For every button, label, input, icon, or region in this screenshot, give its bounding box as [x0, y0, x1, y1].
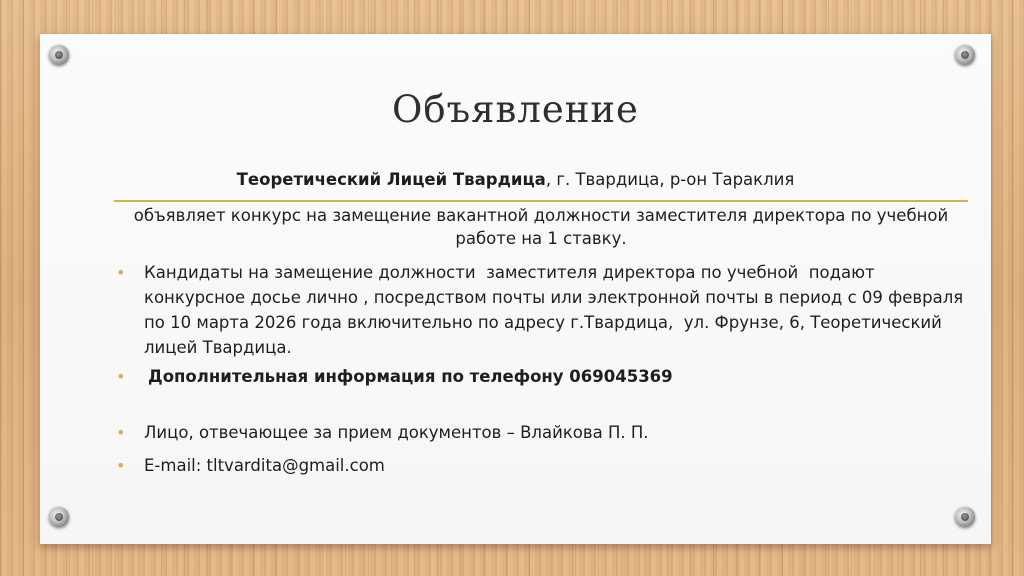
divider-rule: [114, 200, 968, 202]
slide-card: [40, 34, 991, 544]
bullet-icon: •: [116, 456, 126, 475]
list-item: [116, 364, 966, 389]
school-line: [40, 169, 991, 191]
pin-icon: [49, 45, 69, 65]
pin-icon: [955, 45, 975, 65]
slide-title: Объявление: [392, 88, 639, 131]
pin-icon: [955, 507, 975, 527]
announcement-text: объявляет конкурс на замещение вакантной должности заместителя директора по учебной работе на 1 ставку.: [133, 206, 949, 248]
school-location: , г. Твардица, р-он Тараклия: [545, 170, 795, 189]
bullet-text: Лицо, отвечающее за прием документов – Влайкова П. П.: [144, 423, 649, 442]
bullet-text: E-mail: tltvardita@gmail.com: [144, 456, 385, 475]
list-item: [116, 420, 966, 445]
list-item: [116, 260, 974, 360]
list-item: [116, 453, 966, 478]
school-name: Теоретический Лицей Твардица: [236, 170, 546, 189]
bullet-icon: •: [116, 367, 126, 386]
bullet-text: Кандидаты на замещение должности заместителя директора по учебной подают конкурсное досье лично , посредством почты или электронной почты в период с 09 февраля по 10 марта 2026 года включительно по адресу г.Твардица, ул. Фрунзе, 6, Теоретический лицей Твардица.: [144, 263, 974, 357]
bullet-text: Дополнительная информация по телефону 069045369: [148, 367, 673, 386]
bullet-icon: •: [116, 423, 126, 442]
bullet-icon: •: [116, 263, 126, 282]
pin-icon: [49, 507, 69, 527]
